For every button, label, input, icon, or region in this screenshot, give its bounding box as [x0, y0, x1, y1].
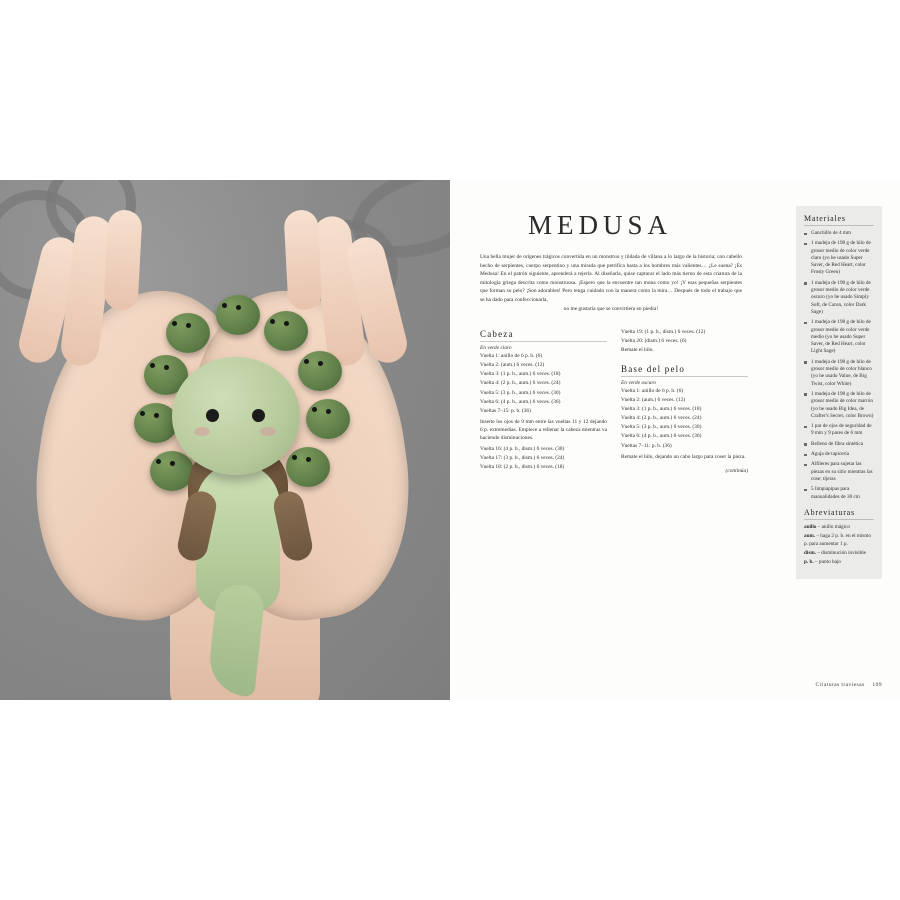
page-title: MEDUSA — [527, 210, 672, 240]
doll-head — [172, 357, 300, 475]
pattern-row: Vuelta 1: anillo de 6 p. b. (6) — [621, 387, 684, 394]
pattern-row: Vuelta 1: anillo de 6 p. b. (6) — [480, 353, 543, 360]
doll-cheek — [194, 427, 210, 436]
material-item: 5 limpiapipas para manualidades de 30 cm — [804, 486, 874, 501]
section-heading-base-del-pelo: Base del pelo — [621, 364, 748, 377]
page-footer — [816, 682, 882, 688]
column-right — [621, 329, 748, 474]
material-item: Ganchillo de 4 mm — [804, 230, 874, 237]
doll-cheek — [260, 427, 276, 436]
section-heading-cabeza: Cabeza — [480, 329, 607, 342]
abbreviation-def: – haga 2 p. b. en el mismo p. para aumentar 1 p. — [804, 533, 872, 547]
material-item: Alfileres para sujetar las piezas en su sitio mientras las cose; tijeras — [804, 461, 874, 483]
pattern-row: Vuelta 6: (4 p. b., aum.) 6 veces. (36) — [480, 398, 561, 405]
doll-eye — [206, 409, 219, 422]
intro-text: Una bella mujer de orígenes trágicos convertida en un monstruo y tildada de villana a lo largo de la historia; con cabello hecho de serpientes, cuerpo serpentino y una mirada que petrifica hasta a los hombres más valientes… ¿Le suena? ¡Es Medusa! En el patrón siguiente, aprenderá a tejerla. Al diseñarla, quise capturar el lado más tierno de esta criatura de la mitología griega descrita como monstruosa. ¡Espero que la encuentre tan mona como yo! ¡Y esas pequeñas serpientes que forman su pelo? ¡Son adorables! Pero tenga cuidado con la manera como la mira… Después de todo el trabajo que se ha dado para confeccionarla, — [480, 254, 742, 303]
pattern-row: Vuelta 4: (2 p. b., aum.) 6 veces. (24) — [621, 415, 702, 422]
snake-hair — [286, 447, 330, 487]
continues-label: (continúa) — [725, 467, 748, 474]
pattern-row: Vuelta 4: (2 p. b., aum.) 6 veces. (24) — [480, 380, 561, 387]
pattern-row: Vuelta 3: (1 p. b., aum.) 6 veces. (18) — [480, 371, 561, 378]
abbreviation-term: dism. — [804, 550, 816, 557]
materials-sidebar — [796, 206, 882, 579]
pattern-columns — [480, 329, 748, 474]
abbreviation-def: – anillo mágico — [817, 523, 850, 530]
pattern-row: Vuelta 17: (3 p. b., dism.) 6 veces. (24) — [480, 455, 565, 462]
hands-holding-doll — [20, 210, 440, 680]
pattern-row: Vuelta 5: (3 p. b., aum.) 6 veces. (30) — [480, 389, 561, 396]
materials-heading: Materiales — [804, 214, 874, 226]
photo-page — [0, 180, 450, 700]
pattern-row: Vuelta 18: (2 p. b., dism.) 6 veces. (18) — [480, 464, 565, 471]
snake-hair — [166, 313, 210, 353]
material-item: 1 madeja de 198 g de hilo de grosor medio de color verde oscuro (yo he usado Simply Soft, de Caron, color Dark Sage) — [804, 280, 874, 316]
pattern-page — [450, 180, 900, 700]
abbreviation-term: aum. — [804, 533, 816, 540]
pattern-row: Vuelta 16: (4 p. b., dism.) 6 veces. (30) — [480, 446, 565, 453]
material-item: 1 par de ojos de seguridad de 9 mm y 9 pares de 6 mm — [804, 423, 874, 438]
material-item: 1 madeja de 198 g de hilo de grosor medio de color verde claro (yo he usado Super Saver, de Red Heart, color Frosty Green) — [804, 240, 874, 276]
section-subtitle: En verde claro — [480, 345, 512, 352]
pattern-row: Vueltas 7–15: p. b. (36) — [480, 407, 531, 414]
pattern-row: Vuelta 19: (1 p. b., dism.) 6 veces. (12) — [621, 329, 706, 336]
abbreviations-heading: Abreviaturas — [804, 508, 874, 520]
pattern-row: Vuelta 6: (4 p. b., aum.) 6 veces. (36) — [621, 433, 702, 440]
snake-hair — [306, 399, 350, 439]
material-item: Aguja de tapicería — [804, 451, 874, 458]
pattern-row: Vuelta 5: (3 p. b., aum.) 6 veces. (30) — [621, 424, 702, 431]
material-item: Relleno de fibra sintética — [804, 441, 874, 448]
page-number: 109 — [872, 682, 882, 688]
abbreviation-item — [804, 559, 874, 566]
intro-text-last-line: no me gustaría que se convirtiera en piedra! — [563, 305, 659, 312]
abbreviation-def: – punto bajo — [814, 559, 841, 566]
book-spread — [0, 180, 900, 700]
doll-eye — [252, 409, 265, 422]
pattern-note: Remate el hilo, dejando un cabo largo para coser la pieza. — [621, 454, 746, 461]
snake-hair — [298, 351, 342, 391]
material-item: 1 madeja de 198 g de hilo de grosor medio de color verde medio (yo he usado Super Saver, de Red Heart, color Light Sage) — [804, 319, 874, 355]
column-left — [480, 329, 607, 474]
material-item: 1 madeja de 198 g de hilo de grosor medio de color marrón (yo he usado Big Idea, de Crafter's Secret, color Brown) — [804, 391, 874, 420]
abbreviation-item — [804, 550, 874, 557]
abbreviation-term: p. b. — [804, 559, 814, 566]
intro-paragraph — [480, 253, 742, 313]
abbreviation-item — [804, 533, 874, 548]
abbreviation-item — [804, 524, 874, 531]
pattern-row: Vuelta 2: (aum.) 6 veces. (12) — [480, 362, 545, 369]
abbreviation-def: – disminución invisible — [817, 550, 866, 557]
material-item: 1 madeja de 198 g de hilo de grosor medio de color blanco (yo he usado Value, de Big Twist, color White) — [804, 359, 874, 388]
amigurumi-medusa-doll — [130, 295, 360, 675]
snake-hair — [264, 311, 308, 351]
footer-chapter: Criaturas traviesas — [815, 682, 865, 688]
snake-hair — [216, 295, 260, 335]
pattern-row: Vuelta 20: (dism.) 6 veces. (6) — [621, 338, 687, 345]
pattern-row: Remate el hilo. — [621, 347, 654, 354]
abbreviation-term: anillo — [804, 523, 817, 530]
pattern-note: Inserte los ojos de 9 mm entre las vueltas 11 y 12 dejando 6 p. extremedias. Empiece a rellenar la cabeza mientras va haciendo disminuciones. — [480, 419, 607, 441]
pattern-row: Vueltas 7–11: p. b. (36) — [621, 442, 672, 449]
pattern-row: Vuelta 2: (aum.) 6 veces. (12) — [621, 397, 686, 404]
section-subtitle: En verde oscuro — [621, 379, 656, 386]
pattern-row: Vuelta 3: (1 p. b., aum.) 6 veces. (18) — [621, 406, 702, 413]
